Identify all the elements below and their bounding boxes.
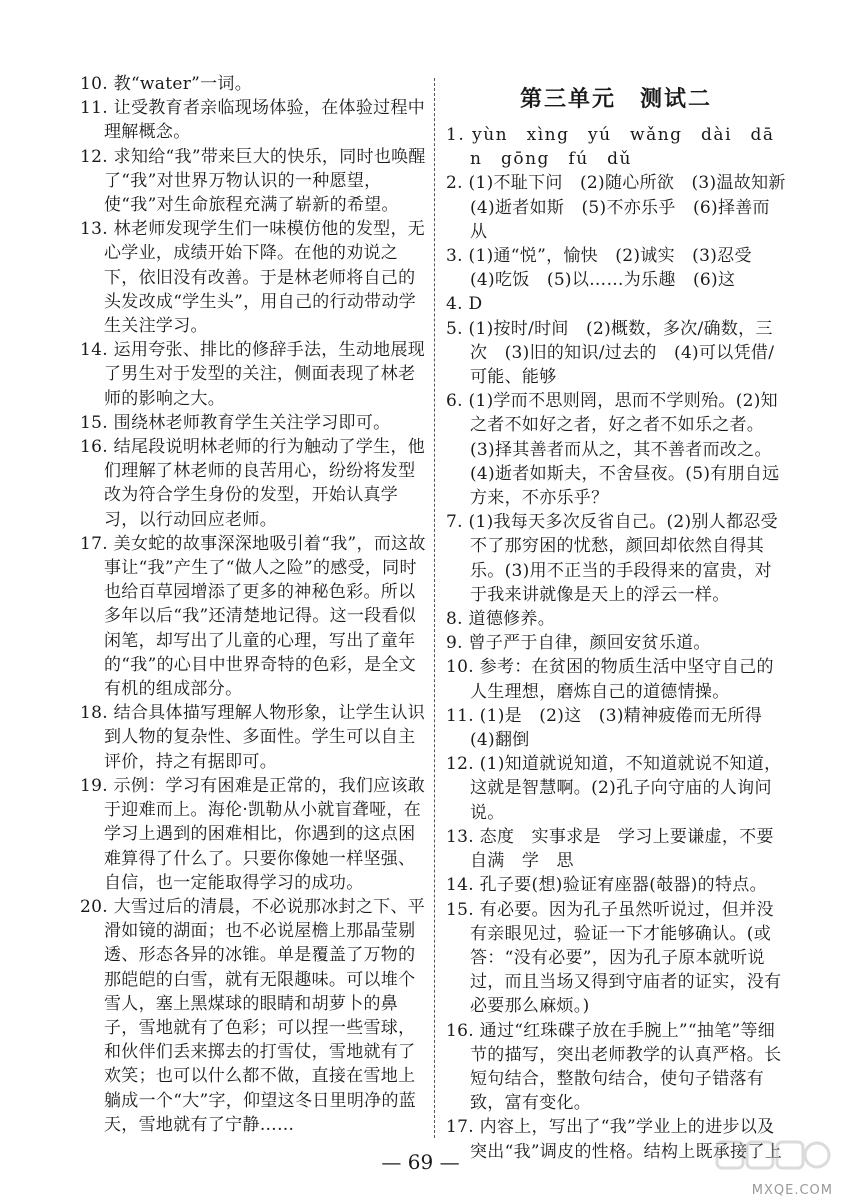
section-title: 第三单元 测试二 [519, 87, 712, 112]
answer-item-r16: 16. 通过“红珠碟子放在手腕上”“抽笔”等细节的描写，突出老师教学的认真严格。长短句结合，整散句结合，使句子错落有致，富有变化。 [446, 1020, 782, 1114]
right-answer-column [446, 72, 803, 1164]
answer-item-13: 13. 林老师发现学生们一味模仿他的发型，无心学业，成绩开始下降。在他的劝说之下，依旧没有改善。于是林老师将自己的头发改成“学生头”，用自己的行动带动学生关注学习。 [80, 219, 426, 337]
watermark-text: MXQE.COM [751, 1183, 833, 1198]
answer-item-r5: 5. (1)按时/时间 (2)概数，多次/确数，三次 (3)旧的知识/过去的 (4)可以凭借/可能、能够 [446, 318, 775, 388]
answer-item-r7: 7. (1)我每天多次反省自己。(2)别人都忍受不了那穷困的忧愁，颜回却依然自得其乐。(3)用不正当的手段得来的富贵，对于我来讲就像是天上的浮云一样。 [446, 512, 778, 605]
answer-item-r12: 12. (1)知道就说知道，不知道就说不知道，这就是智慧啊。(2)孔子向守庙的人询问说。 [446, 754, 782, 823]
answer-item-r6: 6. (1)学而不思则罔，思而不学则殆。(2)知之者不如好之者，好之者不如乐之者。(3)择其善者而从之，其不善者而改之。(4)逝者如斯夫，不舍昼夜。(5)有朋自远方来，不亦乐乎？ [446, 391, 780, 509]
answer-item-11: 11. 让受教育者亲临现场体验，在体验过程中理解概念。 [80, 98, 426, 143]
page-number: — 69 — [381, 1150, 460, 1174]
answer-item-20: 20. 大雪过后的清晨，不必说那冰封之下、平滑如镜的湖面；也不必说屋檐上那晶莹剔透、形态各异的冰锥。单是覆盖了万物的那皑皑的白雪，就有无限趣味。可以堆个雪人，塞上黑煤球的眼睛和胡萝卜的鼻子，雪地就有了色彩；可以捏一些雪球，和伙伴们丢来掷去的打雪仗，雪地就有了欢笑；也可以什么都不做，直接在雪地上躺成一个“大”字，仰望这冬日里明净的蓝天，雪地就有了宁静…… [80, 896, 426, 1135]
answer-item-r13: 13. 态度 实事求是 学习上要谦虚，不要自满 学 思 [446, 826, 774, 872]
left-answer-column [80, 72, 426, 1137]
answer-item-10: 10. 教“water”一词。 [80, 74, 253, 94]
answer-item-r10: 10. 参考：在贫困的物质生活中坚守自己的人生理想，磨炼自己的道德情操。 [446, 657, 774, 702]
answer-item-14: 14. 运用夸张、排比的修辞手法，生动地展现了男生对于发型的关注，侧面表现了林老师的影响之大。 [80, 340, 426, 409]
answer-item-18: 18. 结合具体描写理解人物形象，让学生认识到人物的复杂性、多面性。学生可以自主评价，持之有据即可。 [80, 703, 426, 772]
answer-item-19: 19. 示例：学习有困难是正常的，我们应该敢于迎难而上。海伦·凯勒从小就盲聋哑，在学习上遇到的困难相比，你遇到的这点困难算得了什么了。只要你像她一样坚强、自信，也一定能取得学习的成功。 [80, 775, 426, 893]
column-divider [434, 78, 435, 1138]
answer-item-r9: 9. 曾子严于自律，颜回安贫乐道。 [446, 633, 711, 654]
answer-item-16: 16. 结尾段说明林老师的行为触动了学生，他们理解了林老师的良苦用心，纷纷将发型改为符合学生身份的发型，开始认真学习，以行动回应老师。 [80, 437, 426, 530]
answer-item-r4: 4. D [446, 294, 483, 315]
answer-item-r17: 17. 内容上，写出了“我”学业上的进步以及突出“我”调皮的性格。结构上既承接了上 [446, 1117, 783, 1162]
answer-item-12: 12. 求知给“我”带来巨大的快乐，同时也唤醒了“我”对世界万物认识的一种愿望，使“我”对生命旅程充满了崭新的希望。 [80, 146, 426, 216]
answer-item-r15: 15. 有必要。因为孔子虽然听说过，但并没有亲眼见过，验证一下才能够确认。(或答：“没有必要”，因为孔子原本就听说过，而且当场又得到守庙者的证实，没有必要那么麻烦。) [446, 899, 782, 1017]
answer-item-r8: 8. 道德修养。 [446, 609, 556, 630]
answer-item-r1: 1. yùn xìng yú wǎng dài dān gōng fú dǔ [446, 125, 775, 170]
answer-item-15: 15. 围绕林老师教育学生关注学习即可。 [80, 412, 391, 433]
answer-item-r11: 11. (1)是 (2)这 (3)精神疲倦而无所得 (4)翻倒 [446, 705, 780, 751]
answer-item-r2: 2. (1)不耻下问 (2)随心所欲 (3)温故知新 (4)逝者如斯 (5)不亦乐乎 (6)择善而从 [446, 173, 803, 242]
answer-item-r3: 3. (1)通“悦”，愉快 (2)诚实 (3)忍受 (4)吃饭 (5)以……为乐趣 (6)这 [446, 246, 770, 291]
answer-item-r14: 14. 孔子要(想)验证宥座器(攲器)的特点。 [446, 875, 767, 896]
answer-item-17: 17. 美女蛇的故事深深地吸引着“我”，而这故事让“我”产生了“做人之险”的感受，同时也给百草园增添了更多的神秘色彩。所以多年以后“我”还清楚地记得。这一段看似闲笔，却写出了儿童的心理，写出了童年的“我”的心目中世界奇特的色彩，是全文有机的组成部分。 [80, 533, 426, 700]
